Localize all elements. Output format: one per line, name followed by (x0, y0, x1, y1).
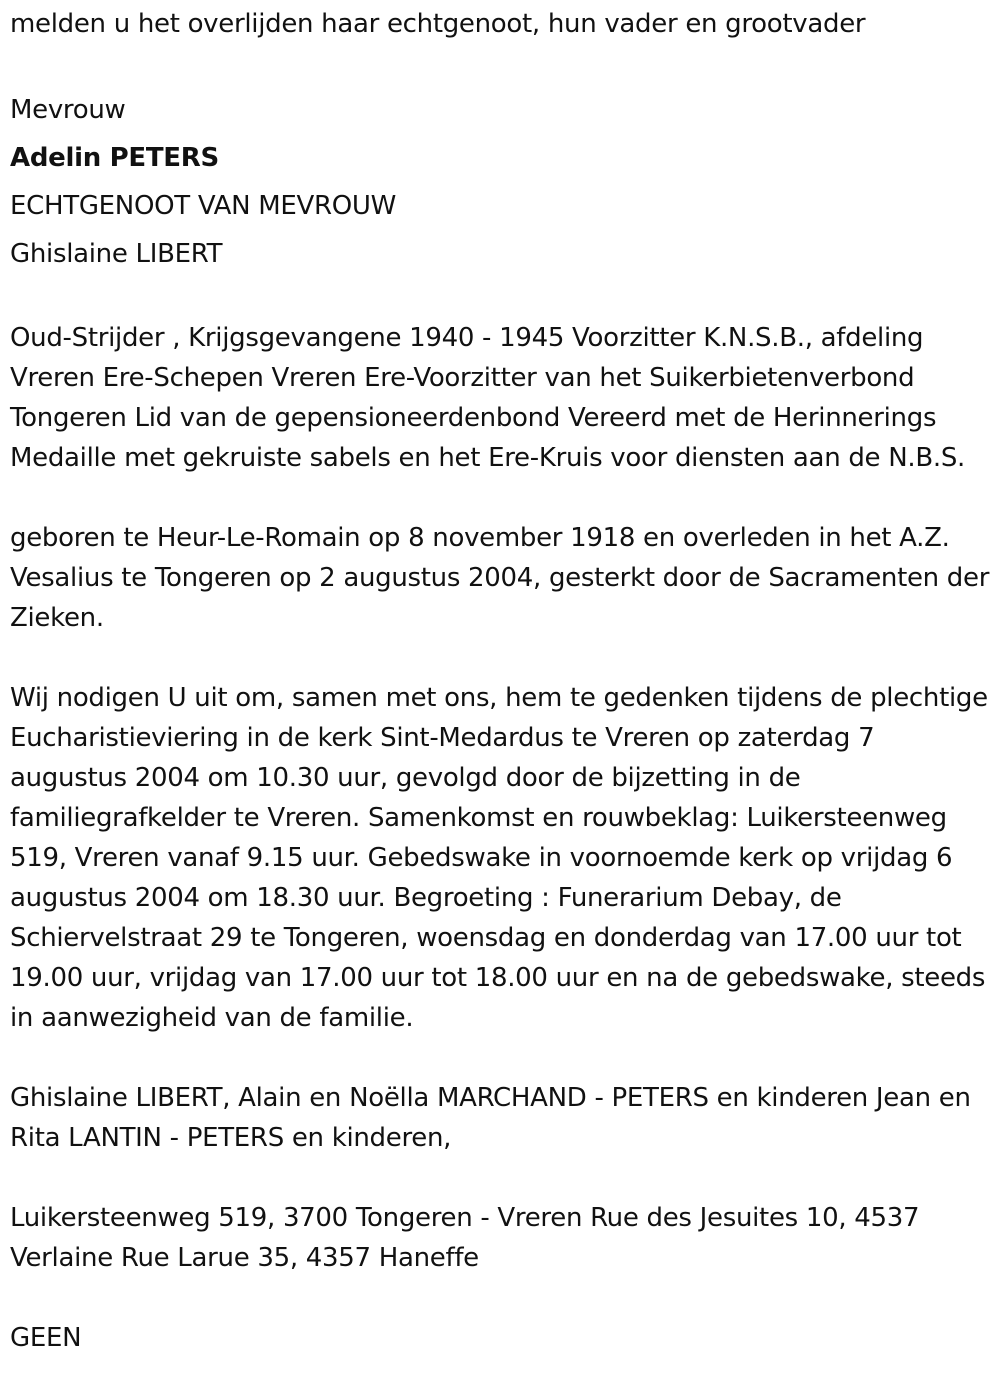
family-paragraph: Ghislaine LIBERT, Alain en Noëlla MARCHAND - PETERS en kinderen Jean en Rita LANTIN - PETERS en kinderen, (10, 1083, 971, 1153)
obituary-document (10, 0, 995, 1358)
closing-text: GEEN (10, 1323, 82, 1353)
deceased-name: Adelin PETERS (10, 143, 219, 173)
birth-death-paragraph: geboren te Heur-Le-Romain op 8 november 1918 en overleden in het A.Z. Vesalius te Tongeren op 2 augustus 2004, gesterkt door de Sacramenten der Zieken. (10, 523, 990, 633)
titles-paragraph: Oud-Strijder , Krijgsgevangene 1940 - 1945 Voorzitter K.N.S.B., afdeling Vreren Ere-Schepen Vreren Ere-Voorzitter van het Suikerbietenverbond Tongeren Lid van de gepensioneerdenbond Vereerd met de Herinnerings Medaille met gekruiste sabels en het Ere-Kruis voor diensten aan de N.B.S. (10, 323, 965, 473)
spouse-prefix: ECHTGENOOT VAN MEVROUW (10, 191, 397, 221)
addresses-paragraph: Luikersteenweg 519, 3700 Tongeren - Vreren Rue des Jesuites 10, 4537 Verlaine Rue Larue 35, 4357 Haneffe (10, 1203, 920, 1273)
ceremony-paragraph: Wij nodigen U uit om, samen met ons, hem te gedenken tijdens de plechtige Eucharistieviering in de kerk Sint-Medardus te Vreren op zaterdag 7 augustus 2004 om 10.30 uur, gevolgd door de bijzetting in de familiegrafkelder te Vreren. Samenkomst en rouwbeklag: Luikersteenweg 519, Vreren vanaf 9.15 uur. Gebedswake in voornoemde kerk op vrijdag 6 augustus 2004 om 18.30 uur. Begroeting : Funerarium Debay, de Schiervelstraat 29 te Tongeren, woensdag en donderdag van 17.00 uur tot 19.00 uur, vrijdag van 17.00 uur tot 18.00 uur en na de gebedswake, steeds in aanwezigheid van de familie. (10, 683, 988, 1033)
spouse-name: Ghislaine LIBERT (10, 239, 223, 269)
salutation: Mevrouw (10, 95, 126, 125)
intro-text: melden u het overlijden haar echtgenoot, hun vader en grootvader (10, 9, 866, 39)
